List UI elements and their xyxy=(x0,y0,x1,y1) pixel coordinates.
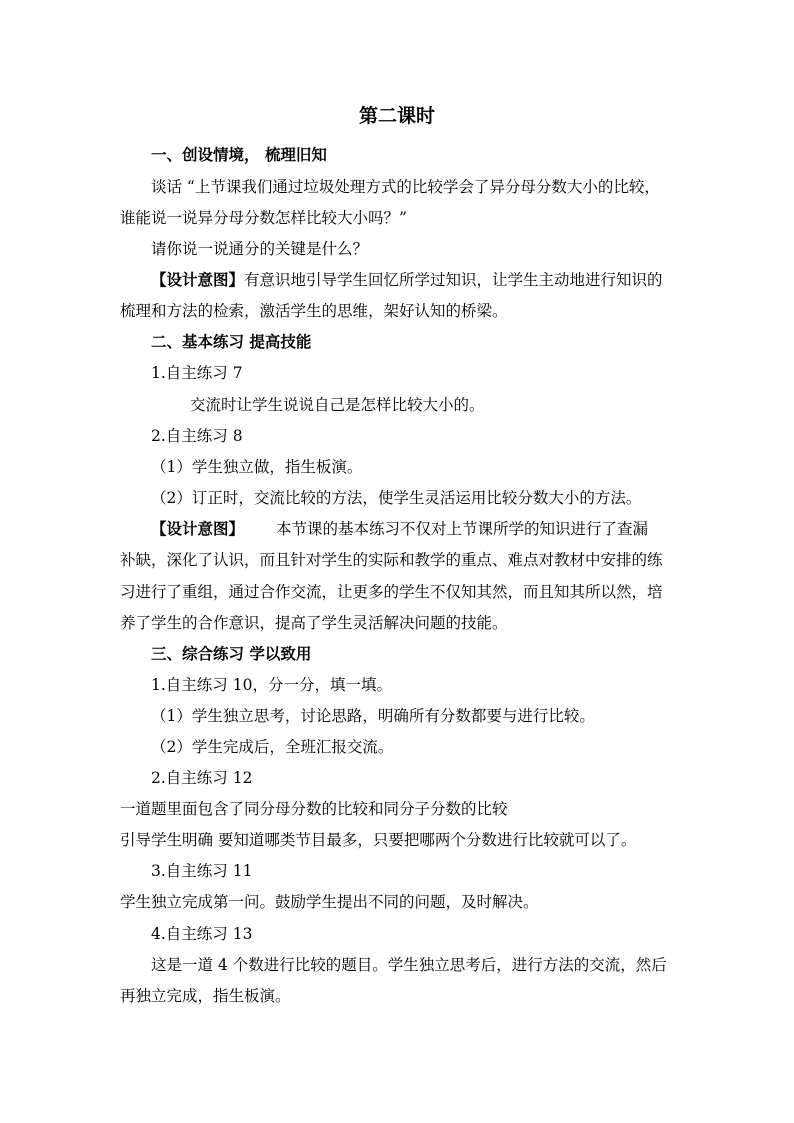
section-3-heading: 三、综合练习 学以致用 xyxy=(151,644,312,663)
design-note-text: 有意识地引导学生回忆所学过知识，让学生主动地进行知识的 xyxy=(244,271,663,289)
list-item: 4.自主练习 13 xyxy=(151,925,253,943)
paragraph-line: 谁能说一说异分母分数怎样比较大小吗？” xyxy=(120,209,407,227)
design-note-tag: 【设计意图】 xyxy=(151,270,245,289)
paragraph-line: 一道题里面包含了同分母分数的比较和同分子分数的比较 xyxy=(120,800,508,818)
design-note-line xyxy=(151,268,663,292)
paragraph-line: 养了学生的合作意识，提高了学生灵活解决问题的技能。 xyxy=(120,614,508,632)
paragraph-line: 引导学生明确 要知道哪类节目最多，只要把哪两个分数进行比较就可以了。 xyxy=(120,831,637,849)
paragraph-line: 请你说一说通分的关键是什么？ xyxy=(151,240,369,258)
paragraph-line: 习进行了重组，通过合作交流，让更多的学生不仅知其然，而且知其所以然，培 xyxy=(120,583,663,601)
list-item-sub: （1）学生独立思考，讨论思路，明确所有分数都要与进行比较。 xyxy=(151,707,595,725)
design-note-tag: 【设计意图】 xyxy=(151,519,245,538)
design-note-text: 本节课的基本练习不仅对上节课所学的知识进行了查漏 xyxy=(276,520,649,538)
paragraph-line: 谈话 “上节课我们通过垃圾处理方式的比较学会了异分母分数大小的比较， xyxy=(151,178,660,196)
paragraph-line: 学生独立完成第一问。鼓励学生提出不同的问题，及时解决。 xyxy=(120,893,539,911)
list-item: 1.自主练习 10，分一分，填一填。 xyxy=(151,676,392,694)
paragraph-line: 补缺，深化了认识，而且针对学生的实际和教学的重点、难点对教材中安排的练 xyxy=(120,551,663,569)
list-item-sub: 交流时让学生说说自己是怎样比较大小的。 xyxy=(190,396,485,414)
list-item: 3.自主练习 11 xyxy=(151,862,253,880)
section-1-heading: 一、创设情境， 梳理旧知 xyxy=(151,145,327,164)
list-item-sub: （2）订正时，交流比较的方法，使学生灵活运用比较分数大小的方法。 xyxy=(151,489,642,507)
list-item-sub: （1）学生独立做，指生板演。 xyxy=(151,458,363,476)
design-note-line xyxy=(151,517,648,541)
section-2-heading: 二、基本练习 提高技能 xyxy=(151,332,312,351)
paragraph-line: 这是一道 4 个数进行比较的题目。学生独立思考后，进行方法的交流，然后 xyxy=(151,956,667,974)
paragraph-line: 再独立完成，指生板演。 xyxy=(120,987,291,1005)
list-item: 2.自主练习 8 xyxy=(151,427,243,445)
paragraph-line: 梳理和方法的检索，激活学生的思维，架好认知的桥梁。 xyxy=(120,302,508,320)
list-item-sub: （2）学生完成后，全班汇报交流。 xyxy=(151,738,394,756)
list-item: 1.自主练习 7 xyxy=(151,364,243,382)
page-title: 第二课时 xyxy=(358,105,435,127)
list-item: 2.自主练习 12 xyxy=(151,769,253,787)
